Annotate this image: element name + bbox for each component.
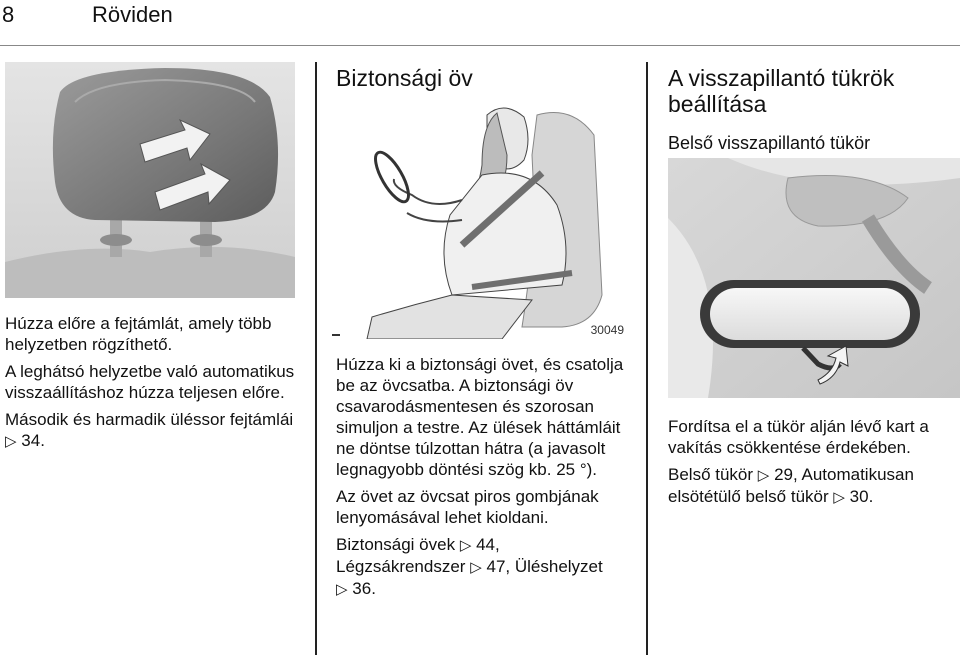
col1-paragraph-1: Húzza előre a fejtámlát, amely több helyzetben rögzíthető. (5, 314, 272, 354)
right-triangle-outline-icon: ▷ (757, 466, 770, 484)
headrest-figure (5, 62, 295, 298)
right-triangle-outline-icon: ▷ (336, 580, 348, 598)
col2-refs (336, 534, 632, 600)
ref-mirror-page: 29, (774, 465, 798, 484)
right-triangle-outline-icon: ▷ (470, 558, 482, 576)
col1-paragraph-2: A leghátsó helyzetbe való automatikus visszaállításhoz húzza teljesen előre. (5, 362, 295, 402)
right-triangle-outline-icon: ▷ (833, 488, 845, 506)
ref-mirror-label: Belső tükör (668, 465, 754, 484)
col3-text (668, 416, 953, 514)
ref-seat-label: Üléshelyzet (514, 557, 603, 576)
section-title: Röviden (92, 2, 173, 27)
ref-airbag-label: Légzsákrendszer (336, 557, 466, 576)
rearview-mirror-illustration (668, 158, 960, 398)
figure-number: 30049 (590, 323, 624, 337)
ref-belts-label: Biztonsági övek (336, 535, 456, 554)
right-triangle-outline-icon: ▷ (459, 536, 472, 554)
col2-heading: Biztonsági öv (336, 65, 473, 91)
col3-heading: A visszapillantó tükrök beállítása (668, 65, 895, 117)
ref-auto-page: 30. (849, 487, 874, 506)
col3-subheading: Belső visszapillantó tükör (668, 133, 871, 153)
page-number: 8 (2, 2, 15, 27)
col2-text (336, 354, 632, 606)
ref-seat-page: 36. (352, 579, 376, 598)
col3-paragraph-1: Fordítsa el a tükör alján lévő kart a vakítás csökkentése érdekében. (668, 417, 929, 457)
ref-belts-page: 44, (476, 535, 500, 554)
col1-paragraph-3-text: Második és harmadik üléssor fejtámlái (5, 410, 294, 429)
col2-paragraph-1: Húzza ki a biztonsági övet, és csatolja be az övcsatba. A biztonsági öv csavarodásmentesen és szorosan simuljon a testre. Az ülések háttámláit ne döntse túlzottan hátra (a javasolt legnagyobb döntési szög kb. 25 °). (336, 355, 624, 479)
seatbelt-figure (332, 95, 628, 339)
col3-refs (668, 464, 953, 508)
seatbelt-illustration (332, 95, 628, 339)
column-divider-left (315, 62, 317, 655)
right-triangle-outline-icon: ▷ (5, 432, 17, 450)
header-rule (0, 45, 960, 46)
ref-airbag-page: 47, (486, 557, 511, 576)
mirror-figure (668, 158, 960, 398)
page-header (0, 0, 960, 46)
col1-paragraph-3 (5, 409, 295, 452)
column-divider-right (646, 62, 648, 655)
ref-auto-label: Automatikusan elsötétülő belső tükör (668, 465, 914, 506)
col1-text (5, 313, 295, 458)
headrest-illustration (5, 62, 295, 298)
col2-paragraph-2: Az övet az övcsat piros gombjának lenyomásával lehet kioldani. (336, 487, 599, 527)
col1-ref-page: 34. (21, 431, 45, 450)
